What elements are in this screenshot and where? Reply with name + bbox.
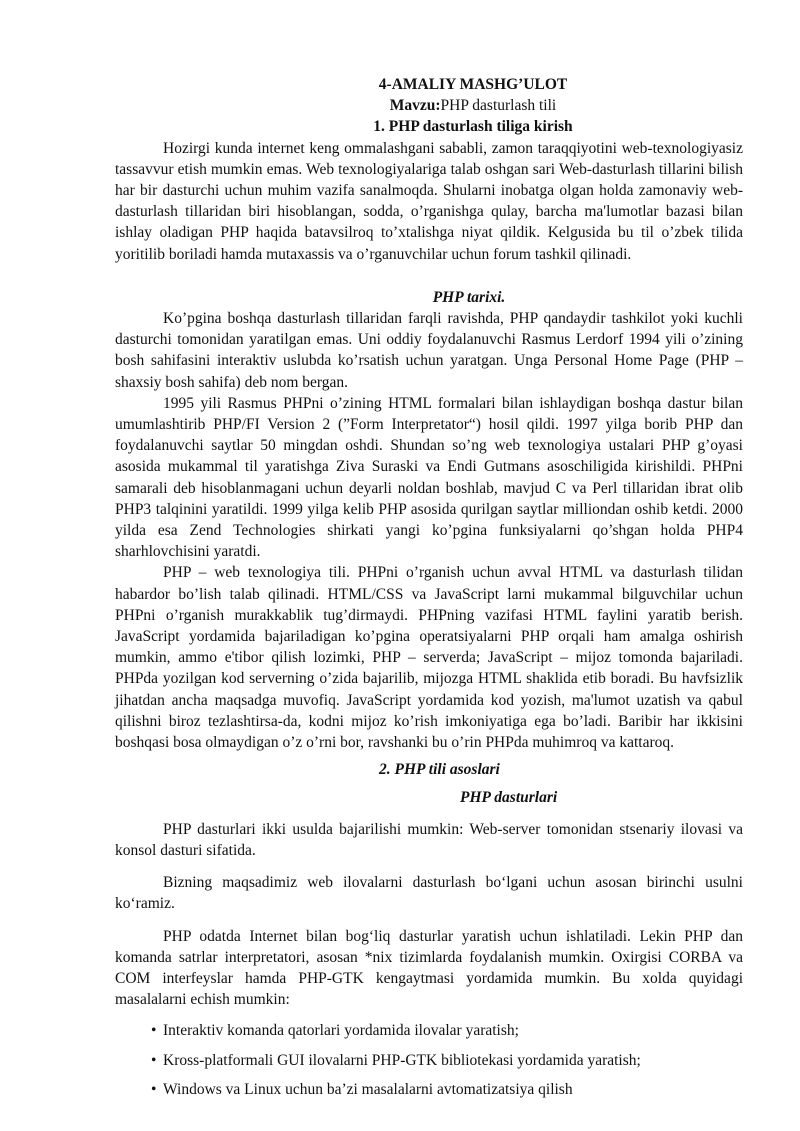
section-2-heading: 2. PHP tili asoslari	[379, 761, 500, 779]
topic-value: PHP dasturlash tili	[440, 97, 557, 115]
list-item-text: Windows va Linux uchun ba’zi masalalarni avtomatizatsiya qilish	[163, 1080, 573, 1098]
section-2-paragraph: Bizning maqsadimiz web ilovalarni dasturlash bo‘lgani uchun asosan birinchi usulni ko‘ramiz.	[115, 874, 743, 913]
document-title: 4-AMALIY MASHG’ULOT	[378, 76, 568, 93]
history-paragraph: Ko’pgina boshqa dasturlash tillaridan farqli ravishda, PHP qandaydir tashkilot yoki kuchli dasturchi tomonidan yaratilgan emas. Uni oddiy foydalanuvchi Rasmus Lerdorf 1994 yili o’zining bosh sahifasini interaktiv uslubda ko’rsatish uchun yaratgan. Unga Personal Home Page (PHP – shaxsiy bosh sahifa) deb nom bergan.	[115, 310, 743, 391]
section-2-paragraph: PHP odatda Internet bilan bog‘liq dasturlar yaratish uchun ishlatiladi. Lekin PHP dan komanda satrlar interpretatori, asosan *nix tizimlarda foydalanish mumkin. Oxirgisi CORBA va COM interfeyslar hamda PHP-GTK kengaytmasi yordamida mumkin. Bu xolda quyidagi masalalarni echish mumkin:	[115, 927, 743, 1009]
list-item	[151, 1050, 743, 1071]
bullet-icon: •	[151, 1051, 157, 1069]
bullet-icon: •	[151, 1022, 157, 1040]
history-heading: PHP tarixi.	[432, 288, 506, 306]
section-1-heading: 1. PHP dasturlash tiliga kirish	[373, 118, 573, 136]
spacer	[115, 265, 743, 287]
list-item-text: Interaktiv komanda qatorlari yordamida ilovalar yaratish;	[163, 1022, 519, 1040]
list-item-text: Kross-platformali GUI ilovalarni PHP-GTK bibliotekasi yordamida yaratish;	[163, 1051, 641, 1069]
history-paragraph: PHP – web texnologiya tili. PHPni o’rganish uchun avval HTML va dasturlash tilidan habardor bo’lish talab qilinadi. HTML/CSS va JavaScript larni mukammal bilguvchilar uchun PHPni o’rganish murakkablik tug’dirmaydi. PHPning vazifasi HTML faylini yaratib berish. JavaScript yordamida bajariladigan ko’pgina operatsiyalarni PHP orqali ham amalga oshirish mumkin, ammo e'tibor qilish lozimki, PHP – serverda; JavaScript – mijoz tomonda bajariladi. PHPda yozilgan kod serverning o’zida bajarilib, mijozga HTML shaklida etib boradi. Bu havfsizlik jihatdan ancha maqsadga muvofiq. JavaScript yordamida kod yozish, ma'lumot uzatish va qabul qilishni biroz tezlashtirsa-da, kodni mijoz ko’rish imkoniyatiga ega bo’ladi. Baribir har ikkisini boshqasi bosa olmaydigan o’z o’rni bor, ravshanki bu o’rin PHPda muhimroq va kattaroq.	[115, 564, 743, 752]
list-item	[151, 1020, 743, 1041]
section-2-paragraph: PHP dasturlari ikki usulda bajarilishi mumkin: Web-server tomonidan stsenariy ilovasi va konsol dasturi sifatida.	[115, 820, 743, 859]
topic-line	[203, 95, 743, 116]
bullet-icon: •	[151, 1080, 157, 1098]
list-item	[151, 1079, 743, 1100]
topic-label: Mavzu:	[389, 97, 441, 115]
section-2-subheading: PHP dasturlari	[460, 788, 558, 806]
history-paragraph: 1995 yili Rasmus PHPni o’zining HTML formalari bilan ishlaydigan boshqa dastur bilan umumlashtirib PHP/FI Version 2 (”Form Interpretator“) hosil qildi. 1997 yilga borib PHP dan foydalanuvchi saytlar 50 mingdan oshdi. Shundan so’ng web texnologiya ustalari PHP g’oyasi asosida mukammal til yaratishga Ziva Suraski va Endi Gutmans asoschiligida kirishildi. PHPni samarali deb hisoblanmagani uchun deyarli noldan boshlab, mavjud C va Perl tillaridan ibrat olib PHP3 talqinini yaratildi. 1999 yilga kelib PHP asosida qurilgan saytlar milliondan oshib ketdi. 2000 yilda esa Zend Technologies shirkati yangi ko’pgina funksiyalarni qo’shgan holda PHP4 sharhlovchisini yaratdi.	[115, 394, 743, 561]
task-list	[151, 1020, 743, 1100]
intro-paragraph: Hozirgi kunda internet keng ommalashgani sababli, zamon taraqqiyotini web-texnologiyasiz tassavvur etish mumkin emas. Web texnologiyalariga talab oshgan sari Web-dasturlash tillarini bilish har bir dasturchi uchun muhim vazifa sanalmoqda. Shularni inobatga olgan holda zamonaviy web-dasturlash tillaridan biri hisoblangan, sodda, o’rganishga qulay, barcha ma'lumotlar bazasi bilan ishlay oladigan PHP haqida batavsilroq to’xtalishga niyat qildik. Kelgusida bu til o’zbek tilida yoritilib boriladi hamda mutaxassis va o’rganuvchilar uchun forum tashkil qilinadi.	[115, 139, 743, 263]
